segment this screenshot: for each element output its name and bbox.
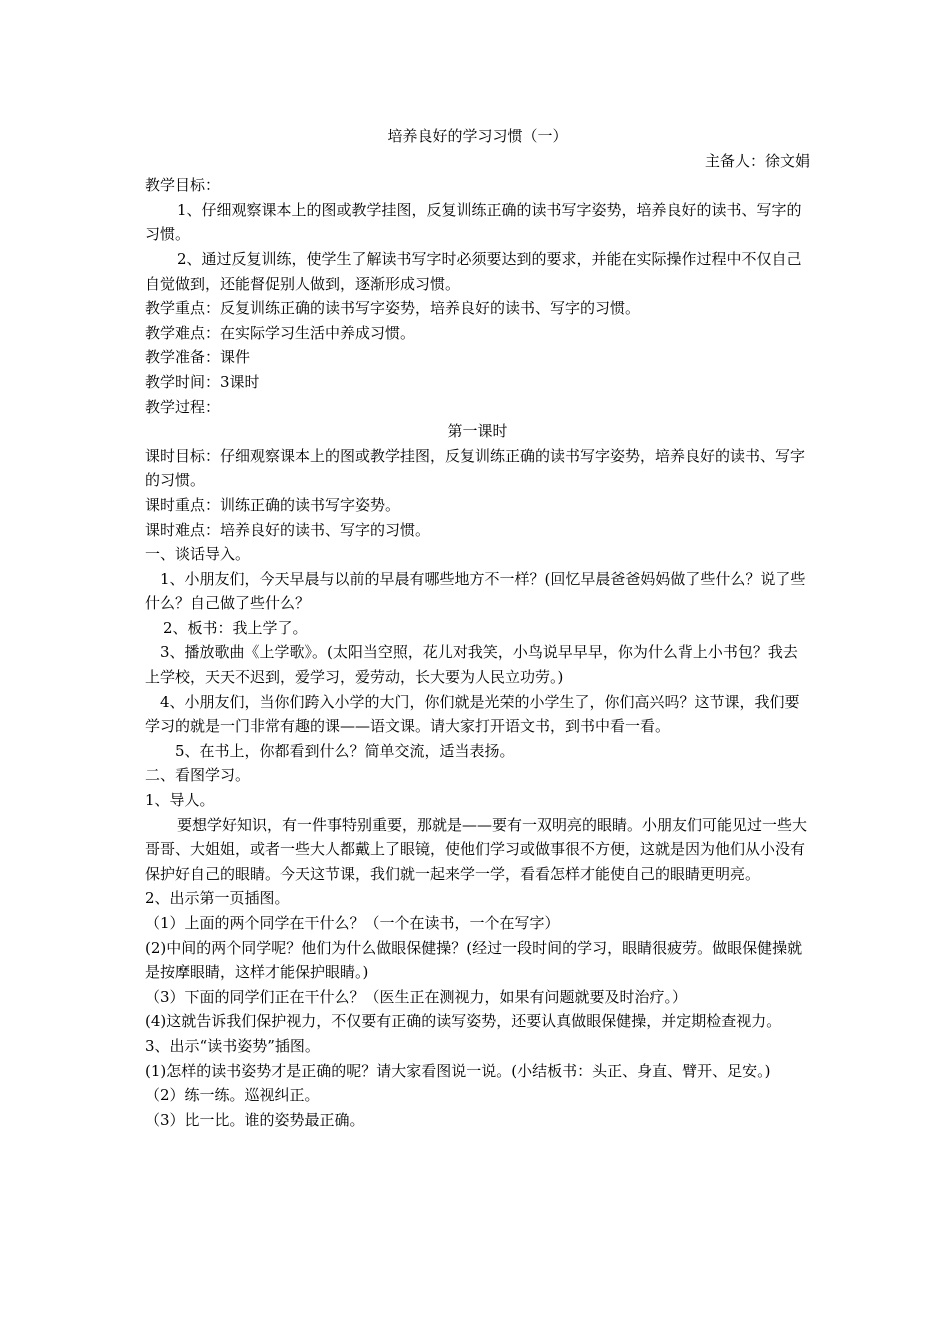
author-line: 主备人：徐文娟 bbox=[704, 151, 810, 170]
document-title: 培养良好的学习习惯（一） bbox=[387, 127, 568, 145]
paragraph: 5、在书上，你都看到什么？简单交流，适当表扬。 bbox=[175, 741, 515, 760]
paragraph: （3）比一比。谁的姿势最正确。 bbox=[145, 1110, 365, 1129]
document-body bbox=[145, 124, 810, 1132]
paragraph: 课时目标：仔细观察课本上的图或教学挂图，反复训练正确的读书写字姿势，培养良好的读书、写字的习惯。 bbox=[145, 446, 806, 490]
paragraph: 课时重点：训练正确的读书写字姿势。 bbox=[145, 495, 401, 514]
paragraph: 4、小朋友们，当你们跨入小学的大门，你们就是光荣的小学生了，你们高兴吗？这节课，我们要学习的就是一门非常有趣的课——语文课。请大家打开语文书，到书中看一看。 bbox=[145, 692, 800, 736]
paragraph: 2、板书：我上学了。 bbox=[163, 618, 308, 637]
paragraph: 教学过程： bbox=[145, 397, 221, 416]
paragraph: 1、导人。 bbox=[145, 791, 215, 810]
paragraph: 一、谈话导入。 bbox=[145, 545, 251, 564]
paragraph: 3、出示“读书姿势”插图。 bbox=[145, 1036, 320, 1055]
paragraph: (1)怎样的读书姿势才是正确的呢？请大家看图说一说。(小结板书：头正、身直、臂开、足安。) bbox=[145, 1061, 771, 1080]
section-heading: 第一课时 bbox=[447, 422, 508, 441]
paragraph: 教学准备：课件 bbox=[145, 348, 251, 367]
paragraph: 教学目标： bbox=[145, 176, 221, 195]
paragraph: 2、出示第一页插图。 bbox=[145, 889, 290, 908]
paragraph: （3）下面的同学们正在干什么？（医生正在测视力，如果有问题就要及时治疗。） bbox=[145, 987, 688, 1006]
paragraph: 教学时间：3课时 bbox=[145, 372, 260, 391]
paragraph: 2、通过反复训练，使学生了解读书写字时必须要达到的要求，并能在实际操作过程中不仅自己自觉做到，还能督促别人做到，逐渐形成习惯。 bbox=[145, 249, 802, 293]
paragraph: 1、小朋友们，今天早晨与以前的早晨有哪些地方不一样？(回忆早晨爸爸妈妈做了些什么？说了些什么？自己做了些什么？ bbox=[145, 569, 806, 613]
paragraph: 1、仔细观察课本上的图或教学挂图，反复训练正确的读书写字姿势，培养良好的读书、写字的习惯。 bbox=[145, 200, 802, 244]
paragraph: 教学重点：反复训练正确的读书写字姿势，培养良好的读书、写字的习惯。 bbox=[145, 299, 641, 318]
paragraph: 3、播放歌曲《上学歌》。(太阳当空照，花儿对我笑，小鸟说早早早，你为什么背上小书包？我去上学校，天天不迟到，爱学习，爱劳动，长大要为人民立功劳。) bbox=[145, 643, 798, 687]
paragraph: 二、看图学习。 bbox=[145, 766, 251, 785]
paragraph: （2）练一练。巡视纠正。 bbox=[145, 1086, 320, 1105]
paragraph: （1）上面的两个同学在干什么？（一个在读书，一个在写字） bbox=[145, 914, 560, 932]
paragraph: 教学难点：在实际学习生活中养成习惯。 bbox=[145, 323, 416, 342]
paragraph: (4)这就告诉我们保护视力，不仅要有正确的读写姿势，还要认真做眼保健操，并定期检查视力。 bbox=[145, 1012, 782, 1031]
paragraph: (2)中间的两个同学呢？他们为什么做眼保健操？(经过一段时间的学习，眼睛很疲劳。做眼保健操就是按摩眼睛，这样才能保护眼睛。) bbox=[145, 938, 803, 982]
paragraph: 要想学好知识，有一件事特别重要，那就是——要有一双明亮的眼睛。小朋友们可能见过一些大哥哥、大姐姐，或者一些大人都戴上了眼镜，使他们学习或做事很不方便，这就是因为他们从小没有保护好自己的眼睛。今天这节课，我们就一起来学一学，看看怎样才能使自己的眼睛更明亮。 bbox=[145, 815, 808, 883]
paragraph: 课时难点：培养良好的读书、写字的习惯。 bbox=[145, 520, 431, 539]
